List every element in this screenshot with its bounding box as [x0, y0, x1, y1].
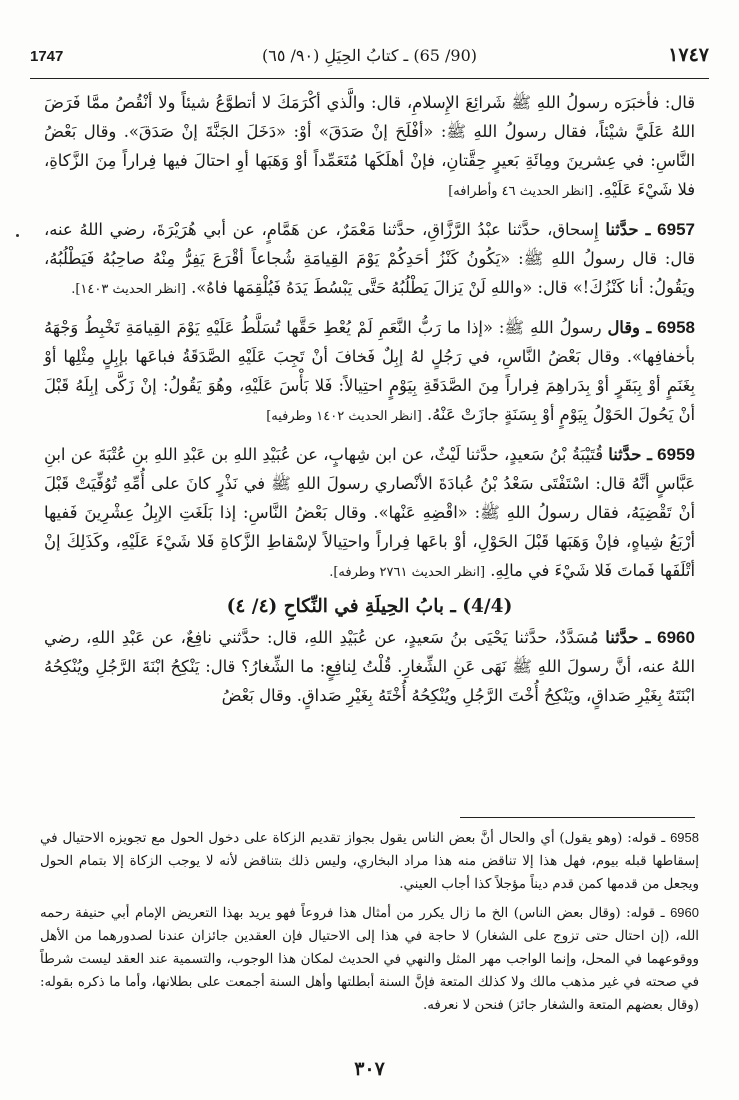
running-title: (90/ 65) ـ كتابُ الحِيَلِ (٩٠/ ٦٥) [261, 46, 478, 65]
footnote [40, 901, 699, 1017]
intro-reference: [انظر الحديث ٤٦ وأطرافه] [448, 184, 594, 199]
hadith-number: 6959 [657, 445, 695, 464]
folio-number: ٣٠٧ [354, 1058, 385, 1080]
intro-text: قال: فأخبَرَه رسولُ اللهِ ﷺ شَرائِعَ الإِسلامِ، قال: والَّذي أكْرَمَكَ لا أتطوَّعُ شيئاً ولا أنْقُصُ ممَّا فَرَضَ اللهُ عَلَيَّ شيْئاً، فقال رسولُ اللهِ ﷺ: «أفْلَحَ إنْ صَدَقَ» أوْ: «دَخَلَ الجَنَّةَ إنْ صَدَقَ». وقال بَعْضُ النَّاسِ: في عِشرينَ ومِائَةِ بَعيرٍ حِقَّتانِ، فإنْ أهلَكَها مُتَعَمِّداً أوْ وَهَبَها أوِ احتالَ فيها فِراراً مِنَ الزَّكاةِ، فلا شَيْءَ عَلَيْهِ. [44, 93, 695, 199]
intro-paragraph [44, 88, 695, 206]
footnote-text: ـ قوله: (وهو يقول) أي والحال أنَّ بعض الناس يقول بجواز تقديم الزكاة على دخول الحول مع تجويزه الاحتيال في إسقاطها قبله بيوم، فهل هذا إلا تناقض منه هذا مراد البخاري، وليس ذلك بتناقض لأنه لا يوجب الزكاة إلا بتمام الحول ويجعل من قدمها كمن قدم ديناً مؤجلاً كذا أجاب العيني. [40, 831, 699, 892]
footnote-rule [460, 817, 695, 818]
header-rule [30, 78, 709, 79]
hadith-lead: ـ حدَّثنا [608, 445, 652, 464]
hadith-number: 6958 [657, 318, 695, 337]
hadith-text: رسولُ اللهِ ﷺ: «إذا ما رَبُّ النَّعَمِ لَمْ يُعْطِ حَقَّها تُسَلَّطُ عَلَيْهِ يَوْمَ القِيامَةِ تَخْبِطُ وَجْهَهُ بأخفافِها». وقال بَعْضُ النَّاسِ، في رَجُلٍ لهُ إبِلٌ فَخافَ أنْ تَجِبَ عَلَيْهِ الصَّدَقَةُ فباعَها بإبِلٍ مِثْلِها أوْ بِغَنَمٍ أوْ بِبَقَرٍ أوْ بِدَراهِمَ فِراراً مِنَ الصَّدَقَةِ بِيَوْمٍ احتِيالاً: فَلا بَأْسَ عَلَيْهِ، وهُوَ يَقُولُ: إنْ زَكَّى إبِلَهُ قَبْلَ أنْ يَحُولَ الحَوْلُ بِيَوْمٍ أوْ بِسَنَةٍ جازَتْ عَنْهُ. [44, 318, 695, 424]
footnote [40, 826, 699, 896]
footnotes [40, 826, 699, 1022]
running-header [30, 42, 709, 72]
footnote-text: ـ قوله: (وقال بعض الناس) الخ ما زال يكرر من أمثال هذا فروعاً فهو يريد بهذا التعريض الإمام أبي حنيفة رحمه الله، (إن احتال حتى تزوج على الشغار) لا حاجة في هذا إلى الاحتيال فإن العقدين جائزان عندنا لصدورهما من الأهل ووقوعهما في المحل، وإنما الواجب مهر المثل والنهي في الحديث لمكان هذا الوجوب، والتسمية عند العقد ليست شرطاً في صحته في غير مذهب مالك ولا كذلك المتعة فإنَّ السنة أبطلتها وأهل السنة أجمعت على بطلانها، وأما ما ذكره بقوله: (وقال بعضهم المتعة والشغار جائز) فنحن لا نعرفه. [40, 906, 699, 1013]
hadith-lead: ـ حدَّثنا [605, 220, 651, 239]
hadith-6958 [44, 313, 695, 431]
hadith-6960 [44, 623, 695, 710]
hadith-6959 [44, 440, 695, 587]
hadith-number: 6957 [657, 220, 695, 239]
footnote-number: 6958 [670, 830, 699, 845]
hadith-number: 6960 [657, 628, 695, 647]
hadith-text: قُتَيْبَةُ بْنُ سَعيدٍ، حدَّثنا لَيْثٌ، عن ابن شِهابٍ، عن عُبَيْدِ اللهِ بن عَبْدِ اللهِ بنِ عُتْبَةَ عن ابنِ عَبَّاسٍ أنَّهُ قال: اسْتَفْتَى سَعْدُ بْنُ عُبادَةَ الأنْصاري رسولَ اللهِ ﷺ في نَذْرٍ كانَ على أُمِّهِ تُوُفِّيَتْ قَبْلَ أنْ تَقْضِيَهُ، فقال رسولُ اللهِ ﷺ: «اقْضِهِ عَنْها». وقال بَعْضُ النَّاسِ: إذا بَلَغَتِ الإبِلُ عِشْرِينَ فَفيها أرْبَعُ شِياهٍ، فإنْ وَهَبَها قَبْلَ الحَوْلِ، أوْ باعَها فِراراً واحتِيالاً لإسْقاطِ الزَّكاةِ فَلا شَيْءَ عَلَيْهِ، وكَذَلِكَ إنْ أتْلَفَها فَماتَ فَلا شَيْءَ في مالِهِ. [44, 445, 695, 580]
hadith-6957 [44, 215, 695, 304]
hadith-reference: [انظر الحديث ١٤٠٢ وطرفيه] [266, 409, 422, 424]
hadith-text: مُسَدَّدٌ، حدَّثنا يَحْيَى بنُ سَعيدٍ، عن عُبَيْدِ اللهِ، قال: حدَّثني نافِعٌ، عن عَبْدِ اللهِ، رضي اللهُ عنه، أنَّ رسولَ اللهِ ﷺ نَهَى عَنِ الشِّغارِ. قُلْتُ لِنافِعٍ: ما الشِّغارُ؟ قال: يَنْكِحُ ابْنَةَ الرَّجُلِ ويُنْكِحُهُ ابْنَتَهُ بِغَيْرِ صَداقٍ، ويَنْكِحُ أُخْتَ الرَّجُلِ ويُنْكِحُهُ أُخْتَهُ بِغَيْرِ صَداقٍ. وقال بَعْضُ [44, 628, 695, 705]
page-number-latin: 1747 [30, 48, 64, 65]
hadith-lead: ـ وقال [607, 318, 652, 337]
main-text [44, 88, 695, 710]
hadith-lead: ـ حدَّثنا [605, 628, 651, 647]
hadith-reference: [انظر الحديث ٢٧٦١ وطرفه]. [329, 565, 486, 580]
hadith-reference: [انظر الحديث ١٤٠٣]. [71, 282, 186, 297]
page-number-arabic: ١٧٤٧ [668, 44, 709, 66]
margin-dot [16, 234, 19, 237]
hadith-text: إِسحاق، حدَّثنا عبْدُ الرَّزَّاقِ، حدَّثنا مَعْمَرٌ، عن هَمَّامٍ، عن أبي هُرَيْرَةَ، رضي اللهُ عنه، قال: قال رسولُ اللهِ ﷺ: «يَكُونُ كَنْزُ أحَدِكُمْ يَوْمَ القِيامَةِ شُجاعاً أقْرَعَ يَفِرُّ مِنْهُ صاحِبُهُ فَيَطْلُبُهُ، ويَقُولُ: أنا كَنْزُكَ!» قال: «واللهِ لَنْ يَزالَ يَطْلُبُهُ حَتَّى يَبْسُطَ يَدَهُ فَيُلْقِمَها فاهُ». [44, 220, 695, 297]
footnote-number: 6960 [670, 905, 699, 920]
chapter-heading: (4/4) ـ بابُ الحِيلَةِ في النِّكاحِ (٤/ ٤) [226, 596, 513, 617]
